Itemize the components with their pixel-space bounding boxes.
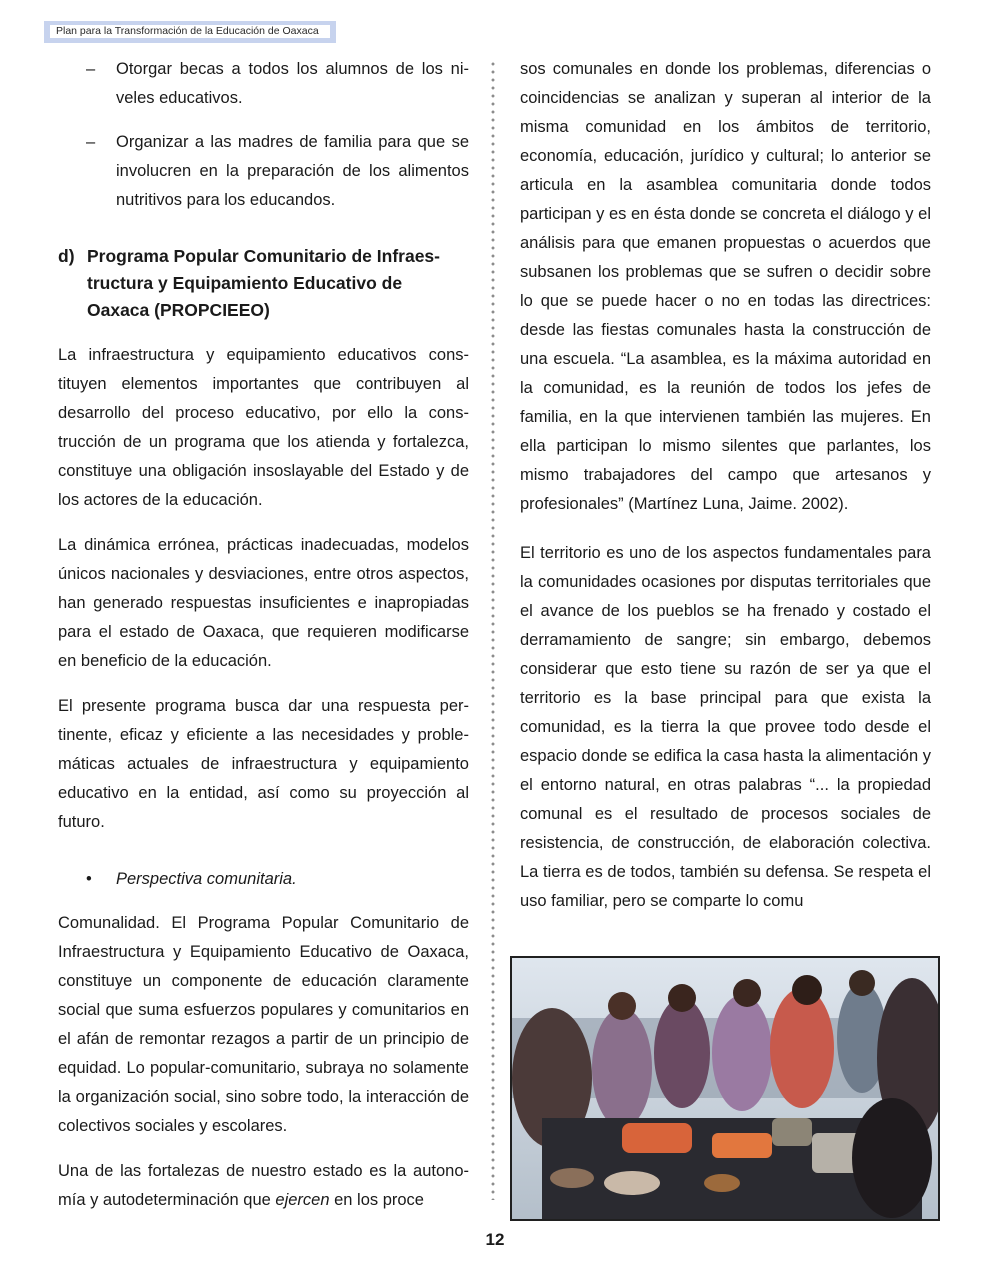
page-number: 12 [485, 1230, 505, 1249]
list-item [58, 55, 469, 113]
bullet-item [58, 865, 469, 894]
paragraph-text: economía, educación, jurídico y cultural; lo anterior se articula en la asamblea comunitaria donde todos participan y es en ésta donde se concreta el diálogo y el análisis para que emanen propuestas o acuerdos que subsanen los problemas que se sufren o decidir sobre lo que se puede hacer o no en todas las directrices: desde las fiestas comunales hasta la construcción de una escuela. “La asamblea, es la máxima autoridad en la comunidad, es la reunión de todos los jefes de familia, en la que intervienen también las mujeres. En ella participan lo mismo silentes que parlantes, los mismo trabajadores del campo que artesanos y profesionales” (Martínez Luna, Jaime. 2002). [520, 147, 931, 513]
body-paragraph: La dinámica errónea, prácticas inadecuadas, modelos únicos nacionales y desviaciones, entre otros aspectos, han generado respuestas insuficientes e inapropiadas para el estado de Oaxaca, que requieren modificarse en beneficio de la educación. [58, 536, 469, 670]
section-heading [58, 243, 469, 324]
dash-marker: – [86, 133, 96, 151]
paragraph-text: en los proce [329, 1191, 424, 1209]
right-column [520, 55, 931, 932]
list-item [58, 128, 469, 215]
body-paragraph: El territorio es uno de los aspectos fundamentales para la comunidades ocasiones por disputas territoriales que el avance de los pueblos se ha frenado y costado el derramamiento de sangre; sin embargo, debemos considerar que esto tiene su razón de ser ya que el territorio es la base principal para que exista la comunidad, es la tierra la que provee todo desde el espacio donde se edifica la casa hasta la alimentación y el entorno natural, en otras palabras “... la propiedad comunal es el resultado de procesos sociales de resistencia, de construcción, de elaboración colectiva. La tierra es de todos, también su defensa. Se respeta el uso familiar, pero se comparte lo comu [520, 544, 931, 910]
body-paragraph: El presente programa busca dar una respuesta pertinente, eficaz y eficiente a las necesidades y problemáticas actuales de infraestructura y equipamiento educativo en la entidad, así como su proyección al futuro. [58, 697, 469, 831]
bullet-marker: • [86, 870, 92, 888]
paragraph-text: sos comunales en donde los problemas, diferencias o coincidencias se analizan y superan al interior de la misma comunidad en los ámbitos de territorio, [520, 60, 931, 136]
paragraph-text: Una de las fortalezas de nuestro estado es la autonomía y autodeterminación que [58, 1162, 469, 1209]
column-divider [491, 60, 495, 1200]
body-paragraph: La infraestructura y equipamiento educativos constituyen elementos importantes que contribuyen al desarrollo del proceso educativo, por ello la construcción de un programa que los atienda y fortalezca, constituye una obligación insoslayable del Estado y de los actores de la educación. [58, 346, 469, 509]
list-item-text: Otorgar becas a todos los alumnos de los niveles educativos. [116, 60, 469, 107]
section-heading-text: Programa Popular Comunitario de Infraestructura y Equipamiento Educativo de Oaxaca (PROPCIEEO) [87, 246, 440, 320]
body-paragraph [520, 55, 931, 519]
left-column [58, 55, 469, 1231]
running-header-title: Plan para la Transformación de la Educación de Oaxaca [50, 25, 330, 38]
dash-marker: – [86, 60, 96, 78]
paragraph-emphasis: ejercen [275, 1191, 330, 1209]
section-heading-marker: d) [58, 246, 75, 266]
list-item-text: Organizar a las madres de familia para que se involucren en la preparación de los alimentos nutritivos para los educandos. [116, 133, 469, 209]
community-photo [510, 956, 940, 1221]
bullet-text: Perspectiva comunitaria. [116, 870, 297, 888]
body-paragraph-continued [58, 1157, 469, 1215]
running-header [44, 21, 336, 43]
community-photo-illustration [512, 958, 938, 1219]
body-paragraph: Comunalidad. El Programa Popular Comunitario de Infraestructura y Equipamiento Educativo de Oaxaca, constituye un componente de educación claramente social que suma esfuerzos populares y comunitarios en el afán de remontar rezagos a partir de un principio de equidad. Lo popular-comunitario, subraya no solamente la organización social, sino sobre todo, la interacción de colectivos sociales y escolares. [58, 914, 469, 1135]
